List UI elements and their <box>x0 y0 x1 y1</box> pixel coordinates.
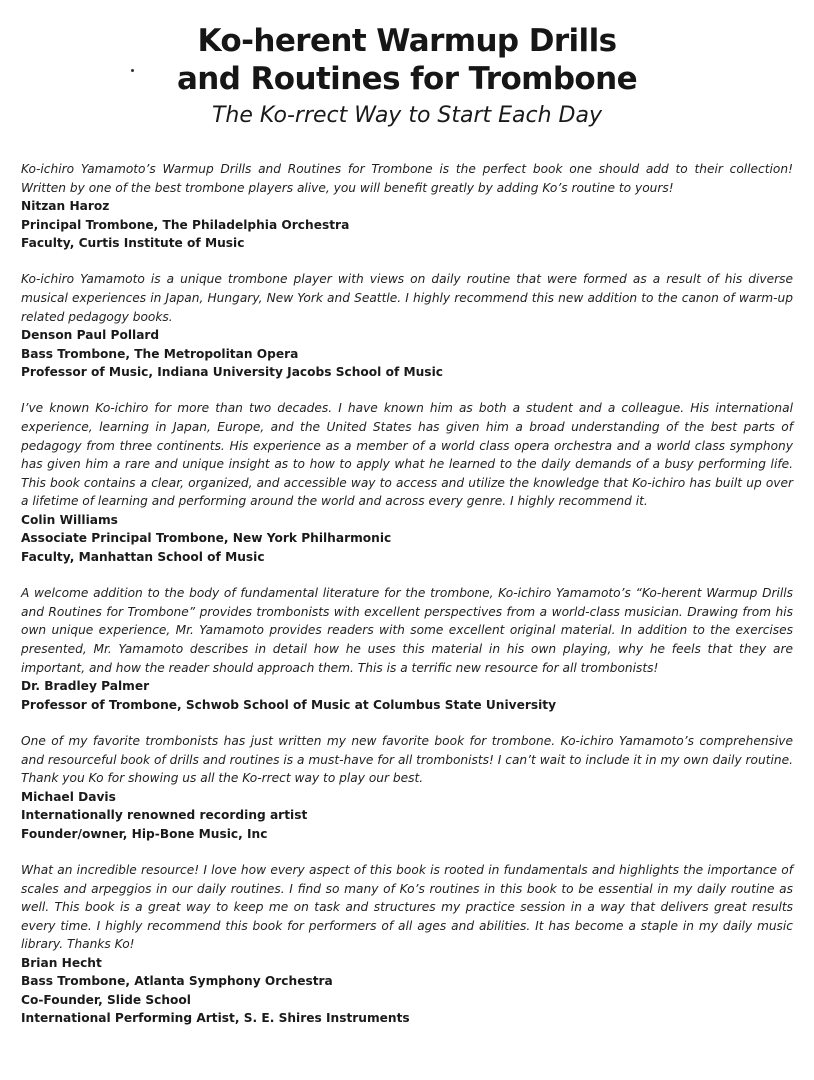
endorser-title: Internationally renowned recording artist <box>21 808 308 823</box>
endorser-title: Faculty, Curtis Institute of Music <box>21 236 245 250</box>
endorser-title: Professor of Trombone, Schwob School of Music at Columbus State University <box>21 697 557 712</box>
title-line-1: Ko-herent Warmup Drills <box>197 23 617 59</box>
endorser-name: Denson Paul Pollard <box>21 328 160 343</box>
endorser-title: Bass Trombone, The Metropolitan Opera <box>21 346 299 361</box>
endorser-title: International Performing Artist, S. E. Shires Instruments <box>21 1011 410 1026</box>
document-title <box>0 22 814 98</box>
endorser-name: Dr. Bradley Palmer <box>21 679 150 694</box>
testimonial-quote: I’ve known Ko-ichiro for more than two decades. I have known him as both a student and a colleague. His international experience, learning in Japan, Europe, and the United States has given him a broad understanding of the best parts of pedagogy from three continents. His experience as a member of a world class opera orchestra and a world class symphony has given him a rare and unique insight as to how to apply what he learned to the daily demands of a busy performing life. This book contains a clear, organized, and accessible way to access and utilize the knowledge that Ko-ichiro has built up over a lifetime of learning and performing around the world and across every genre. I highly recommend it. <box>21 401 793 509</box>
testimonial <box>21 732 793 843</box>
endorser-title: Bass Trombone, Atlanta Symphony Orchestra <box>21 974 333 989</box>
testimonial-quote: Ko-ichiro Yamamoto’s Warmup Drills and Routines for Trombone is the perfect book one should add to their collection! Written by one of the best trombone players alive, you will benefit greatly by adding Ko’s routine to yours! <box>21 162 793 195</box>
endorser-title: Professor of Music, Indiana University Jacobs School of Music <box>21 365 443 379</box>
title-line-2: and Routines for Trombone <box>176 61 638 97</box>
endorser-title: Associate Principal Trombone, New York Philharmonic <box>21 531 392 546</box>
testimonial <box>21 399 793 566</box>
testimonial <box>21 584 793 714</box>
endorser-name: Michael Davis <box>21 789 116 804</box>
endorser-name: Colin Williams <box>21 512 118 527</box>
endorser-title: Co-Founder, Slide School <box>21 992 191 1007</box>
testimonial-quote: Ko-ichiro Yamamoto is a unique trombone player with views on daily routine that were formed as a result of his diverse musical experiences in Japan, Hungary, New York and Seattle. I highly recommend this new addition to the canon of warm-up related pedagogy books. <box>21 272 793 324</box>
scan-speck <box>131 69 134 72</box>
endorser-title: Founder/owner, Hip-Bone Music, Inc <box>21 826 268 841</box>
testimonial-quote: A welcome addition to the body of fundamental literature for the trombone, Ko-ichiro Yamamoto’s “Ko-herent Warmup Drills and Routines for Trombone” provides trombonists with excellent perspectives from a world-class musician. Drawing from his own unique experience, Mr. Yamamoto provides readers with some excellent original material. In addition to the exercises presented, Mr. Yamamoto describes in detail how he uses this material in his own playing, why he feels that they are important, and how the reader should approach them. This is a terrific new resource for all trombonists! <box>21 586 793 675</box>
testimonial-quote: One of my favorite trombonists has just written my new favorite book for trombone. Ko-ichiro Yamamoto’s comprehensive and resourceful book of drills and routines is a must-have for all trombonists! I can’t wait to include it in my own daily routine. Thank you Ko for showing us all the Ko-rrect way to play our best. <box>21 733 793 786</box>
document-subtitle: The Ko-rrect Way to Start Each Day <box>211 103 602 128</box>
testimonial <box>21 861 793 1028</box>
testimonial <box>21 160 793 252</box>
testimonials-list <box>21 160 793 1046</box>
document-header <box>0 0 814 130</box>
testimonial <box>21 270 793 381</box>
endorser-title: Faculty, Manhattan School of Music <box>21 549 265 564</box>
endorser-name: Nitzan Haroz <box>21 199 110 214</box>
endorser-name: Brian Hecht <box>21 955 102 970</box>
endorser-title: Principal Trombone, The Philadelphia Orchestra <box>21 217 350 232</box>
testimonial-quote: What an incredible resource! I love how every aspect of this book is rooted in fundamentals and highlights the importance of scales and arpeggios in our daily routines. I find so many of Ko’s routines in this book to be essential in my daily routine as well. This book is a great way to keep me on task and structures my practice session in a way that delivers great results every time. I highly recommend this book for performers of all ages and abilities. It has become a staple in my daily music library. Thanks Ko! <box>21 862 793 952</box>
